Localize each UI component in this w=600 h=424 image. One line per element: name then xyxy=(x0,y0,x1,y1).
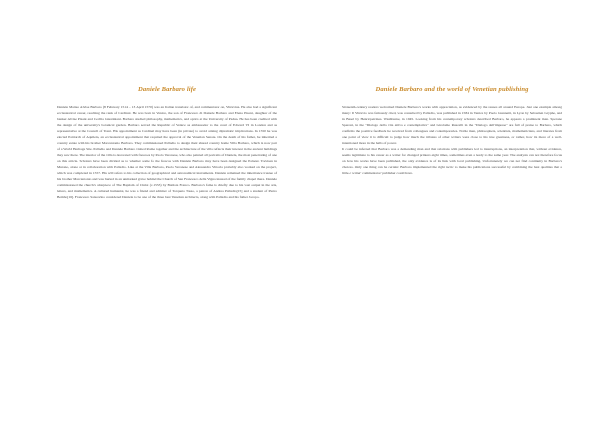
right-text-column xyxy=(342,86,562,176)
left-page-heading: Daniele Barbaro life xyxy=(137,86,197,93)
right-paragraph-2: It could be inferred that Barbaro was a demanding man and that relations with publishers led to interruptions, an interpretation that, without evidence, seems legitimate to his career as a writer for changed printers eight times, sometimes even a leady to the same year. The analysis can not therefore focus on how his works have been published, the only evidence is of its link with local publishing. Unfortunately we can not find continuity in Barbaro's choices. Only one thing can be certain: Barbaro implemented the right tactic to make his publications successful by combining the best qualities that a little-c writer' commentator' publisher could have. xyxy=(342,147,562,175)
right-page-heading: Daniele Barbaro and the world of Venetian publishing xyxy=(375,86,529,93)
right-page xyxy=(300,0,600,424)
left-paragraph-1: Daniele Matteo Alvise Barbaro (8 February 1514 – 13 April 1570) was an Italian translator of, and commentator on, Vitruvius. He also had a significant ecclesiastical career, reaching the rank of Cardinal. He was born in Venice, the son of Francesco di Daniele Barbaro and Elena Pisani, daughter of the banker Alvise Pisani and Cecilia Giustiniani. Barbaro studied philosophy, mathematics, and optics at the University of Padua. He has been credited with the design of the university's botanical garden. Barbaro served the Republic of Venice as ambassador to the court of Edward VI in London and as representative at the Council of Trent. His appointment as Cardinal may have been (in private) to avoid arising diplomatic implications. In 1550 he was elected Patriarch of Aquileia, an ecclesiastical appointment that required the approval of the Venetian Senate. On the death of his father, he inherited a country estate with his brother Marcantonio Barbaro. They commissioned Palladio to design their shared country home Villa Barbaro, which is now part of a World Heritage Site. Palladio and Daniele Barbaro visited Rome together and the architecture of the villa reflects their interest in the ancient buildings they saw there. The interior of the villa is decorated with frescoes by Paolo Veronese, who also painted all portraits of Daniele, the most penetrating of one on this article. Scholars have been divided as to whether some fo the frescos with Daniele Barbaro may have been designed the Palazzo Trevisan in Murano, alone or in collaboration with Palladio. Like at the Villa Barbaro, Paolo Veronese and Alessandro Vittoria probably also worked on the project, which was completed in 1557. His will refers to his collection of geographical and astronomical instruments. Daniele remained the inheritance trustee of his brother Marcantonio and was buried in an unmarked grave behind the Church of San Francesco della Vigna instead of the family chapel there. Daniele commissioned the church's altarpiece of The Baptism of Christ (c.1553) by Battista Franco. Barbaro's fame is chiefly due to his vast output in the arts, letters, and mathematics. A cultured humanist, he was a friend and admirer of Torquato Tasso, a patron of Andrea Palladio[15] and a student of Pietro Bembo[16]. Francesco Sansovino considered Daniele to be one of the three best Venetian architects, along with Palladio and his father Jacopo. xyxy=(57,105,277,199)
left-text-column xyxy=(57,86,277,200)
right-paragraph-1: Sixteenth-century readers welcomed Daniele Barbaro's works with appreciation, as evidenced by the reuses all around Europe. Just one example among many: Il Vitruvio was famously cited, was consulted by Palladio, was published in 1584 in Venice by Paolo Giannetti, in Lyon by Sebastien Gryphe, and in Basel by Henricpetrinas. Washburne, in 1945. Looking from his contemporary scholars described Barbaro, he appears a prominent man. Sperone Speroni, in the "Dialogo della vita attiva e contemplativa" and Girolamo Ruscelli in the "Dialogo dell'imprese" are full of praise to Barbaro, which confirms the positive feedback he received from colleagues and contemporaries. Noble men, philosophers, scientists, mathematicians, and literates from one point of view it is difficult to judge how much the tributes of other writers were close to his true greatness, or rather, how its more of a well-intentioned more in the halls of power. xyxy=(342,105,562,145)
